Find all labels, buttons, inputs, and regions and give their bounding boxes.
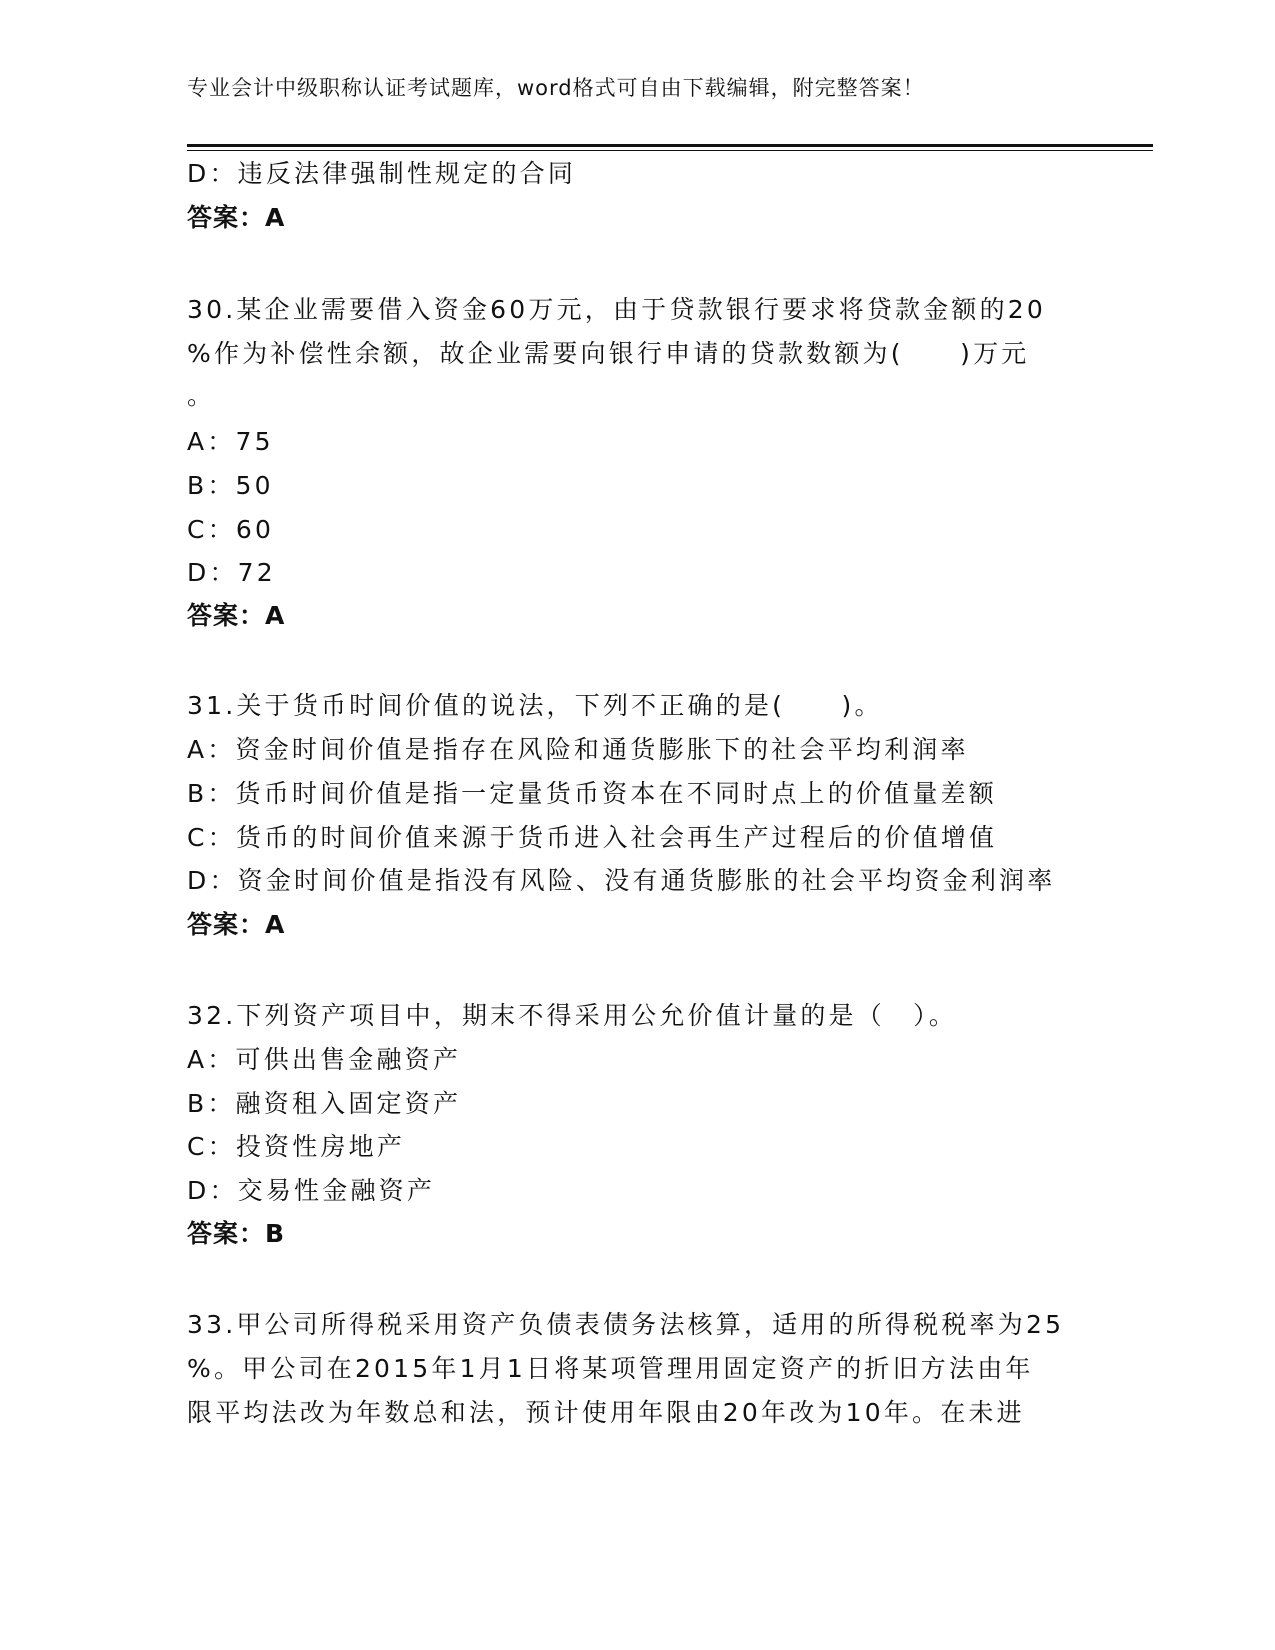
header-divider-thick (187, 144, 1153, 147)
q32-option-a: A：可供出售金融资产 (187, 1045, 462, 1074)
q31-answer: 答案：A (187, 910, 286, 939)
q31-option-d: D：资金时间价值是指没有风险、没有通货膨胀的社会平均资金利润率 (187, 866, 1056, 895)
q30-stem-line2: %作为补偿性余额，故企业需要向银行申请的贷款数额为( )万元 (187, 339, 1030, 368)
q30-stem-line1: 30.某企业需要借入资金60万元，由于贷款银行要求将贷款金额的20 (187, 295, 1046, 324)
header-divider-thin (187, 150, 1153, 151)
q33-stem-line2: %。甲公司在2015年1月1日将某项管理用固定资产的折旧方法由年 (187, 1354, 1034, 1383)
q30-option-c: C：60 (187, 515, 275, 544)
q31-stem: 31.关于货币时间价值的说法，下列不正确的是( )。 (187, 691, 883, 720)
page-header: 专业会计中级职称认证考试题库，word格式可自由下载编辑，附完整答案！ (187, 76, 925, 100)
q32-stem: 32.下列资产项目中，期末不得采用公允价值计量的是（ ）。 (187, 1001, 958, 1030)
prev-answer: 答案：A (187, 203, 286, 232)
q32-option-c: C：投资性房地产 (187, 1132, 406, 1161)
q31-option-b: B：货币时间价值是指一定量货币资本在不同时点上的价值量差额 (187, 779, 997, 808)
q30-answer: 答案：A (187, 601, 286, 630)
q30-option-a: A：75 (187, 427, 274, 456)
q31-option-c: C：货币的时间价值来源于货币进入社会再生产过程后的价值增值 (187, 823, 998, 852)
q32-option-d: D：交易性金融资产 (187, 1176, 436, 1205)
q30-option-b: B：50 (187, 471, 274, 500)
prev-option-d: D：违反法律强制性规定的合同 (187, 159, 577, 188)
q32-answer: 答案：B (187, 1219, 286, 1248)
q33-stem-line3: 限平均法改为年数总和法，预计使用年限由20年改为10年。在未进 (187, 1398, 1025, 1427)
q30-stem-line3: 。 (187, 381, 216, 410)
q32-option-b: B：融资租入固定资产 (187, 1089, 462, 1118)
q33-stem-line1: 33.甲公司所得税采用资产负债表债务法核算，适用的所得税税率为25 (187, 1310, 1065, 1339)
q30-option-d: D：72 (187, 558, 276, 587)
q31-option-a: A：资金时间价值是指存在风险和通货膨胀下的社会平均利润率 (187, 735, 969, 764)
